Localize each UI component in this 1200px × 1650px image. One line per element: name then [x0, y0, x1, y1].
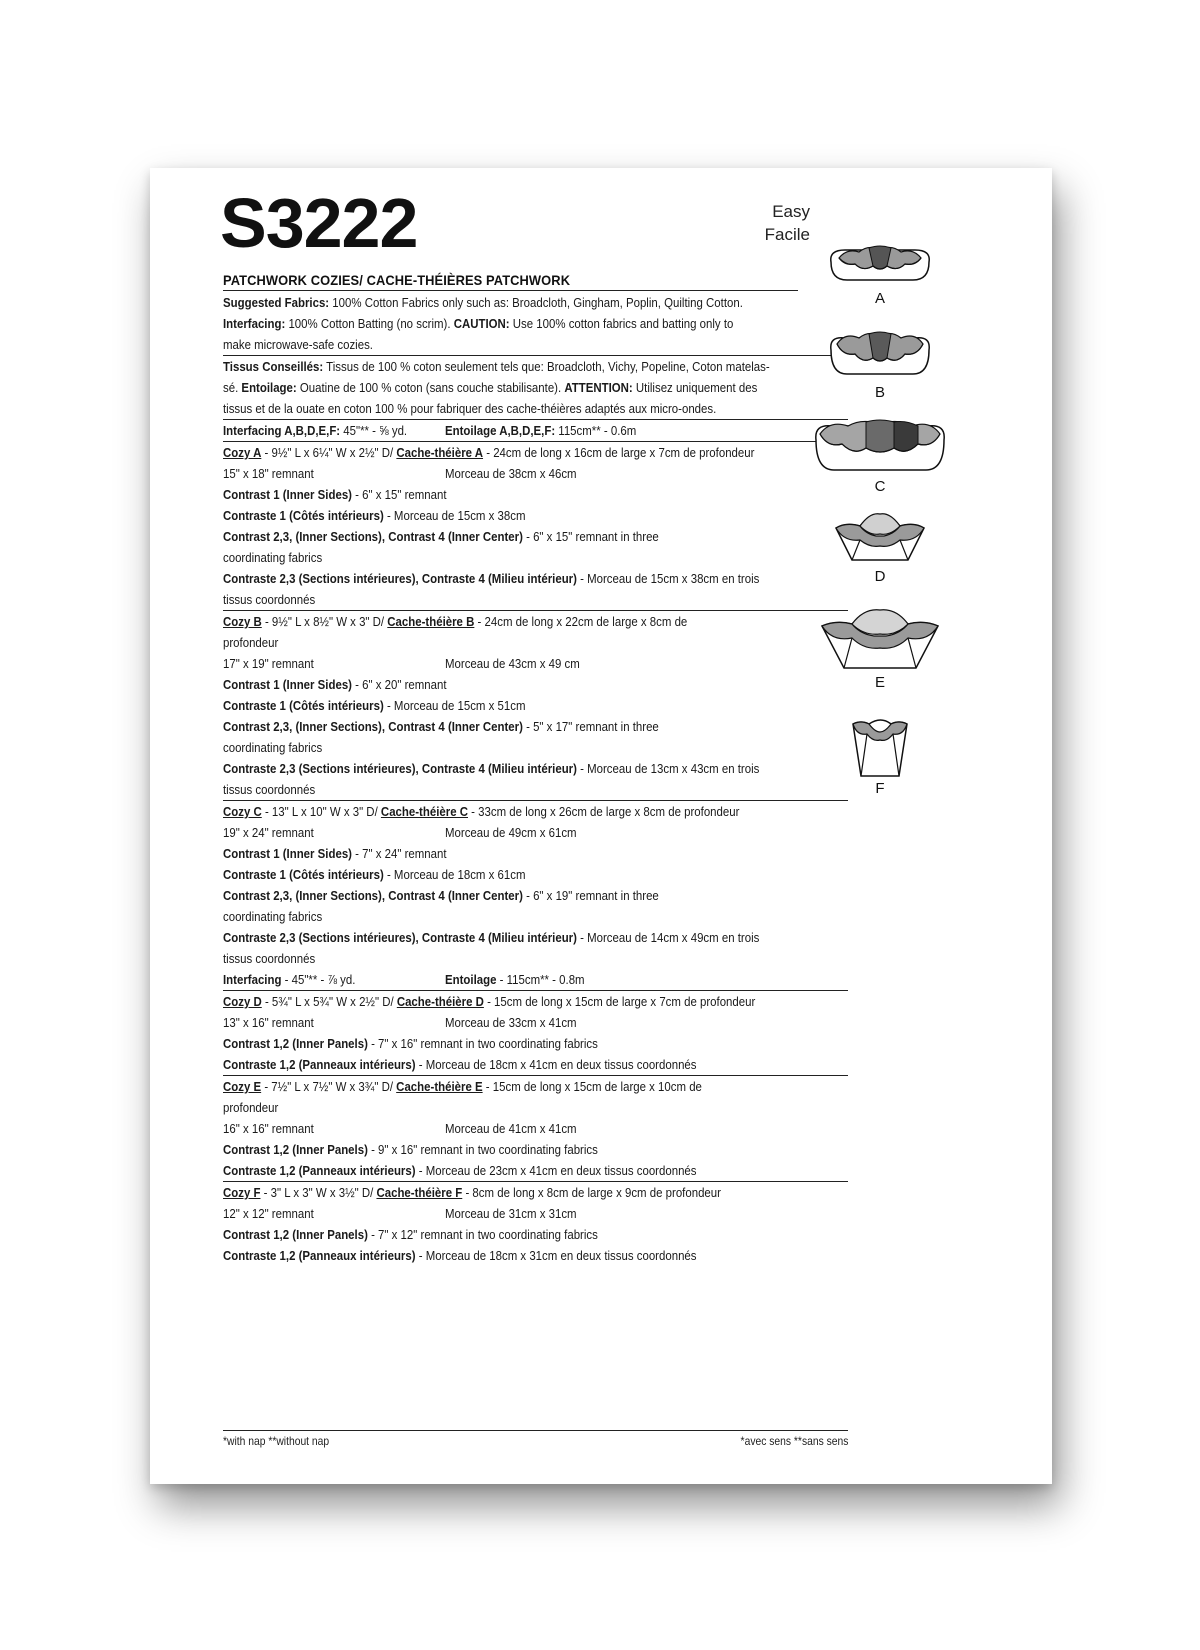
- view-label: C: [874, 478, 886, 495]
- value: tissus coordonnés: [223, 782, 316, 797]
- cozy-name-fr: Cache-théière E: [396, 1079, 483, 1094]
- value: coordinating fabrics: [223, 740, 323, 755]
- dims-fr: - 24cm de long x 16cm de large x 7cm de profondeur: [483, 445, 755, 460]
- view-f: [810, 714, 950, 797]
- dims-fr: - 24cm de long x 22cm de large x 8cm de: [474, 614, 688, 629]
- remnant-en: 13" x 16" remnant: [223, 1015, 314, 1030]
- value: - Morceau de 18cm x 31cm en deux tissus coordonnés: [415, 1248, 697, 1263]
- value: - Morceau de 23cm x 41cm en deux tissus coordonnés: [415, 1163, 697, 1178]
- view-label: B: [874, 384, 885, 401]
- label: CAUTION:: [453, 316, 510, 331]
- cozy-name-fr: Cache-théière D: [396, 994, 484, 1009]
- cozy-b-drawing-icon: [825, 328, 935, 384]
- label: Contrast 2,3, (Inner Sections), Contrast 4 (Inner Center): [223, 888, 523, 903]
- cozy-a-drawing-icon: [825, 240, 935, 290]
- value: - 5" x 17" remnant in three: [522, 719, 659, 734]
- cozy-c-section: [223, 801, 848, 991]
- interfacing-row: [223, 420, 848, 442]
- pattern-sheet: [150, 168, 1052, 1484]
- label: Contrast 2,3, (Inner Sections), Contrast 4 (Inner Center): [223, 719, 523, 734]
- label: Interfacing:: [223, 316, 286, 331]
- value: Tissus de 100 % coton seulement tels que: Broadcloth, Vichy, Popeline, Coton matelas-: [323, 359, 770, 374]
- value: make microwave-safe cozies.: [223, 337, 373, 352]
- label: Entoilage A,B,D,E,F:: [445, 423, 556, 438]
- view-label: A: [874, 290, 885, 307]
- label: Contrast 1 (Inner Sides): [223, 677, 352, 692]
- remnant-en: 12" x 12" remnant: [223, 1206, 314, 1221]
- value: 115cm** - 0.6m: [555, 423, 637, 438]
- label: Contrast 1 (Inner Sides): [223, 846, 352, 861]
- value: - Morceau de 15cm x 38cm: [383, 508, 526, 523]
- label: Entoilage: [445, 972, 497, 987]
- value: Use 100% cotton fabrics and batting only to: [509, 316, 734, 331]
- suggested-fabrics-en: [223, 292, 848, 356]
- value: tissus coordonnés: [223, 951, 316, 966]
- value: - 7" x 16" remnant in two coordinating fabrics: [367, 1036, 598, 1051]
- label: Contraste 1 (Côtés intérieurs): [223, 698, 384, 713]
- cozy-f-drawing-icon: [845, 714, 915, 780]
- label: Contrast 1,2 (Inner Panels): [223, 1036, 368, 1051]
- value: - Morceau de 13cm x 43cm en trois: [576, 761, 760, 776]
- label: Contraste 1 (Côtés intérieurs): [223, 508, 384, 523]
- dims: - 9½" L x 8½" W x 3" D/: [261, 614, 388, 629]
- value: - 7" x 12" remnant in two coordinating fabrics: [367, 1227, 598, 1242]
- dims-fr-cont: profondeur: [223, 635, 279, 650]
- remnant-fr: Morceau de 38cm x 46cm: [445, 466, 577, 481]
- pattern-number: S3222: [220, 184, 418, 262]
- cozy-d-section: [223, 991, 848, 1076]
- view-label: E: [874, 674, 885, 691]
- value: 100% Cotton Fabrics only such as: Broadcloth, Gingham, Poplin, Quilting Cotton.: [329, 295, 743, 310]
- value: Utilisez uniquement des: [632, 380, 758, 395]
- cozy-b-section: [223, 611, 848, 801]
- cozy-c-drawing-icon: [810, 416, 950, 478]
- cozy-name-fr: Cache-théière B: [387, 614, 475, 629]
- value: - 6" x 20" remnant: [352, 677, 447, 692]
- label: Contraste 2,3 (Sections intérieures), Contraste 4 (Milieu intérieur): [223, 930, 577, 945]
- dims-fr: - 8cm de long x 8cm de large x 9cm de profondeur: [462, 1185, 721, 1200]
- label: Contrast 2,3, (Inner Sections), Contrast 4 (Inner Center): [223, 529, 523, 544]
- fabric-requirements: [223, 292, 848, 1266]
- cozy-name-fr: Cache-théière F: [376, 1185, 463, 1200]
- label: ATTENTION:: [564, 380, 633, 395]
- label: Entoilage:: [241, 380, 297, 395]
- suggested-fabrics-fr: [223, 356, 848, 420]
- remnant-fr: Morceau de 49cm x 61cm: [445, 825, 577, 840]
- value: - Morceau de 15cm x 51cm: [383, 698, 526, 713]
- label: Contraste 1 (Côtés intérieurs): [223, 867, 384, 882]
- difficulty-fr: Facile: [764, 225, 810, 244]
- value: - 6" x 15" remnant: [352, 487, 447, 502]
- value: - Morceau de 15cm x 38cm en trois: [576, 571, 760, 586]
- value: 100% Cotton Batting (no scrim).: [285, 316, 454, 331]
- footer-left: *with nap **without nap: [223, 1434, 330, 1448]
- cozy-name: Cozy E: [223, 1079, 262, 1094]
- label: Contraste 2,3 (Sections intérieures), Contraste 4 (Milieu intérieur): [223, 571, 577, 586]
- label: Contrast 1,2 (Inner Panels): [223, 1142, 368, 1157]
- cozy-name: Cozy C: [223, 804, 262, 819]
- cozy-name: Cozy D: [223, 994, 262, 1009]
- value: coordinating fabrics: [223, 550, 323, 565]
- pattern-title: PATCHWORK COZIES/ CACHE-THÉIÈRES PATCHWORK: [223, 272, 798, 291]
- value: - 7" x 24" remnant: [352, 846, 447, 861]
- label: Interfacing: [223, 972, 282, 987]
- value: tissus coordonnés: [223, 592, 316, 607]
- label: Suggested Fabrics:: [223, 295, 330, 310]
- label: Contraste 2,3 (Sections intérieures), Contraste 4 (Milieu intérieur): [223, 761, 577, 776]
- label: Contrast 1 (Inner Sides): [223, 487, 352, 502]
- view-c: [810, 416, 950, 495]
- view-d: [810, 512, 950, 585]
- dims: - 7½" L x 7½" W x 3¾" D/: [261, 1079, 397, 1094]
- remnant-fr: Morceau de 41cm x 41cm: [445, 1121, 577, 1136]
- remnant-en: 16" x 16" remnant: [223, 1121, 314, 1136]
- cozy-f-section: [223, 1182, 848, 1266]
- dims-fr: - 15cm de long x 15cm de large x 10cm de: [482, 1079, 702, 1094]
- value: - 9" x 16" remnant in two coordinating fabrics: [367, 1142, 598, 1157]
- cozy-d-drawing-icon: [830, 512, 930, 568]
- value: Ouatine de 100 % coton (sans couche stabilisante).: [296, 380, 565, 395]
- remnant-fr: Morceau de 33cm x 41cm: [445, 1015, 577, 1030]
- dims-fr: - 33cm de long x 26cm de large x 8cm de profondeur: [468, 804, 740, 819]
- value: tissus et de la ouate en coton 100 % pour fabriquer des cache-théières adaptés aux micro-ondes.: [223, 401, 717, 416]
- value: - Morceau de 18cm x 61cm: [383, 867, 526, 882]
- dims: - 5¾" L x 5¾" W x 2½" D/: [261, 994, 397, 1009]
- value: - 45"** - ⅞ yd.: [281, 972, 356, 987]
- dims-fr: - 15cm de long x 15cm de large x 7cm de profondeur: [483, 994, 756, 1009]
- value: - Morceau de 18cm x 41cm en deux tissus coordonnés: [415, 1057, 697, 1072]
- value: coordinating fabrics: [223, 909, 323, 924]
- cozy-a-section: [223, 442, 848, 611]
- view-label: F: [875, 780, 885, 797]
- value: - 6" x 19" remnant in three: [522, 888, 659, 903]
- value: sé.: [223, 380, 242, 395]
- footer-right: *avec sens **sans sens: [740, 1434, 848, 1448]
- remnant-fr: Morceau de 43cm x 49 cm: [445, 656, 580, 671]
- value: 45"** - ⅝ yd.: [340, 423, 408, 438]
- label: Contrast 1,2 (Inner Panels): [223, 1227, 368, 1242]
- remnant-en: 19" x 24" remnant: [223, 825, 314, 840]
- value: - 6" x 15" remnant in three: [522, 529, 659, 544]
- label: Contraste 1,2 (Panneaux intérieurs): [223, 1163, 416, 1178]
- value: - 115cm** - 0.8m: [496, 972, 585, 987]
- remnant-en: 15" x 18" remnant: [223, 466, 314, 481]
- view-label: D: [874, 568, 886, 585]
- view-b: [810, 328, 950, 401]
- label: Interfacing A,B,D,E,F:: [223, 423, 341, 438]
- footer-notes: [223, 1430, 848, 1453]
- dims: - 3" L x 3" W x 3½" D/: [260, 1185, 377, 1200]
- cozy-name-fr: Cache-théière C: [380, 804, 469, 819]
- cozy-name: Cozy A: [223, 445, 262, 460]
- label: Contraste 1,2 (Panneaux intérieurs): [223, 1057, 416, 1072]
- dims-fr-cont: profondeur: [223, 1100, 279, 1115]
- cozy-e-section: [223, 1076, 848, 1182]
- cozy-name: Cozy B: [223, 614, 262, 629]
- label: Tissus Conseillés:: [223, 359, 324, 374]
- view-a: [810, 240, 950, 307]
- difficulty-en: Easy: [772, 202, 810, 221]
- label: Contraste 1,2 (Panneaux intérieurs): [223, 1248, 416, 1263]
- difficulty-label: [740, 200, 810, 246]
- value: - Morceau de 14cm x 49cm en trois: [576, 930, 760, 945]
- cozy-name: Cozy F: [223, 1185, 261, 1200]
- dims: - 9½" L x 6¼" W x 2½" D/: [261, 445, 397, 460]
- remnant-en: 17" x 19" remnant: [223, 656, 314, 671]
- view-e: [810, 608, 950, 691]
- remnant-fr: Morceau de 31cm x 31cm: [445, 1206, 577, 1221]
- cozy-name-fr: Cache-théière A: [396, 445, 484, 460]
- dims: - 13" L x 10" W x 3" D/: [261, 804, 381, 819]
- cozy-e-drawing-icon: [818, 608, 942, 674]
